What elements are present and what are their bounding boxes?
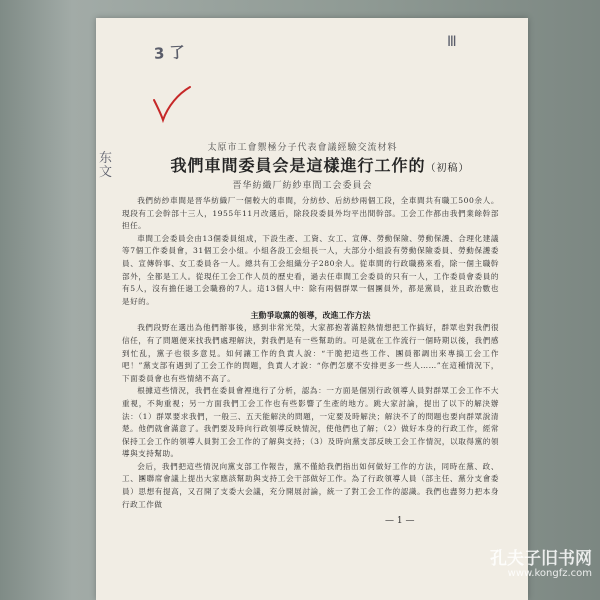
paragraph: 車間工会委員会由13個委員組成，下設生產、工資、女工、宣傳、勞動保險、勞動保護、合理化建議等7個工作委員會，31個工会小組。小組各設工会組長一人，大部分小組設有勞動保險委員、勞動保護委員、宣傳幹事、女工委員各一人。總共有工会組織分子280余人。從車間的行政職務來看，除一個主職幹部外，全都是工人。從現任工会工作人员的歷史看，過去任車間工会委員的只有一人，工作委員會委員的有5人，沒有擔任過工会職務的7人。這13個人中：除有兩個群眾一個團員外，都是黨員，並且政治數也是好的。 [122,233,499,306]
pencil-corner-mark: Ⅲ [447,34,457,50]
header-note: 太原市工會禦極分子代表會議經驗交流材料 [207,143,398,153]
paragraph: 我們紡紗車間是晋华紡織厂一個較大的車間，分紡紗、后紡紗兩個工段，全車間共有職工500余人。現段有工会幹部十三人，1955年11月改選后，除段段委員外均平出間幹部。工会工作都由我們業餘幹部担任。 [122,196,499,231]
watermark-text: 孔夫子旧书网 [490,549,592,569]
title-main: 我們車間委員会是這樣進行工作的 [170,156,426,175]
page-number: — 1 — [385,516,415,526]
paragraph: 会后，我們把這些情況向黨支部工作報告，黨不僅給我們指出如何做好工作的方法，同時在黨、政、工、團聯席會議上提出大家應該幫助與支持工会干部做好工作。為了行政領導人員（部主任、黨分支會委員）思想有提高，又召開了支委大会議，充分開展討論，統一了對工会工作的認識。我們也盡努力把本身行政工作做 [122,461,499,509]
document-body [122,195,499,511]
paragraph: 我們段野在選出為他們辦事後，感到非常光榮，大家都抱著滿腔熱情想把工作搞好，群眾也對我們很信任，有了問題便來找我們處理解決，對我們是有一些幫助的。可是就在工作流行一個時期以後，我們感到忙乱，黨子也很多意見。如何讓工作的負責人說：“干脆把這些工作、團員都調出來專搞工会工作吧！”黨支部有遇到了工会工作的問題，負責人才說：“你們怎麼不安排更多一些人……”在這種情況下，下面委員會也有些情緒不高了。 [122,323,499,383]
red-check-mark-icon [150,84,192,124]
document-title [150,153,490,176]
pencil-page-number: 3 了 [153,43,186,63]
watermark [452,550,592,580]
section-heading: 主動爭取黨的領導，改進工作方法 [250,310,371,321]
pencil-side-note: 东文 [99,151,113,180]
paragraph: 根據這些情況，我們在委員會裡進行了分析，認為：一方面是個別行政領導人員對群眾工会工作不大重視，不夠重視；另一方面我們工会工作也有些影響了生產的地方。跳大家討論，提出了以下的解決辦法：（1）群眾要求我們，一般三、五天能解決的問題，一定要及時解決；解決不了的問題也要向群眾說清楚。他們就會滿意了。我們要及時向行政領導反映情況，使他們也了解；（2）做好本身的行政工作，經常保持工会工作的領導人員對工会工作的了解與支持；（3）及時向黨支部反映工会工作情況，以取得黨的領導與支持幫助。 [122,386,499,459]
watermark-url: www.kongfz.com [507,568,592,579]
document-subtitle: 晋华紡織厂紡紗車間工会委員会 [232,181,373,191]
title-draft: （初稿） [425,163,470,174]
